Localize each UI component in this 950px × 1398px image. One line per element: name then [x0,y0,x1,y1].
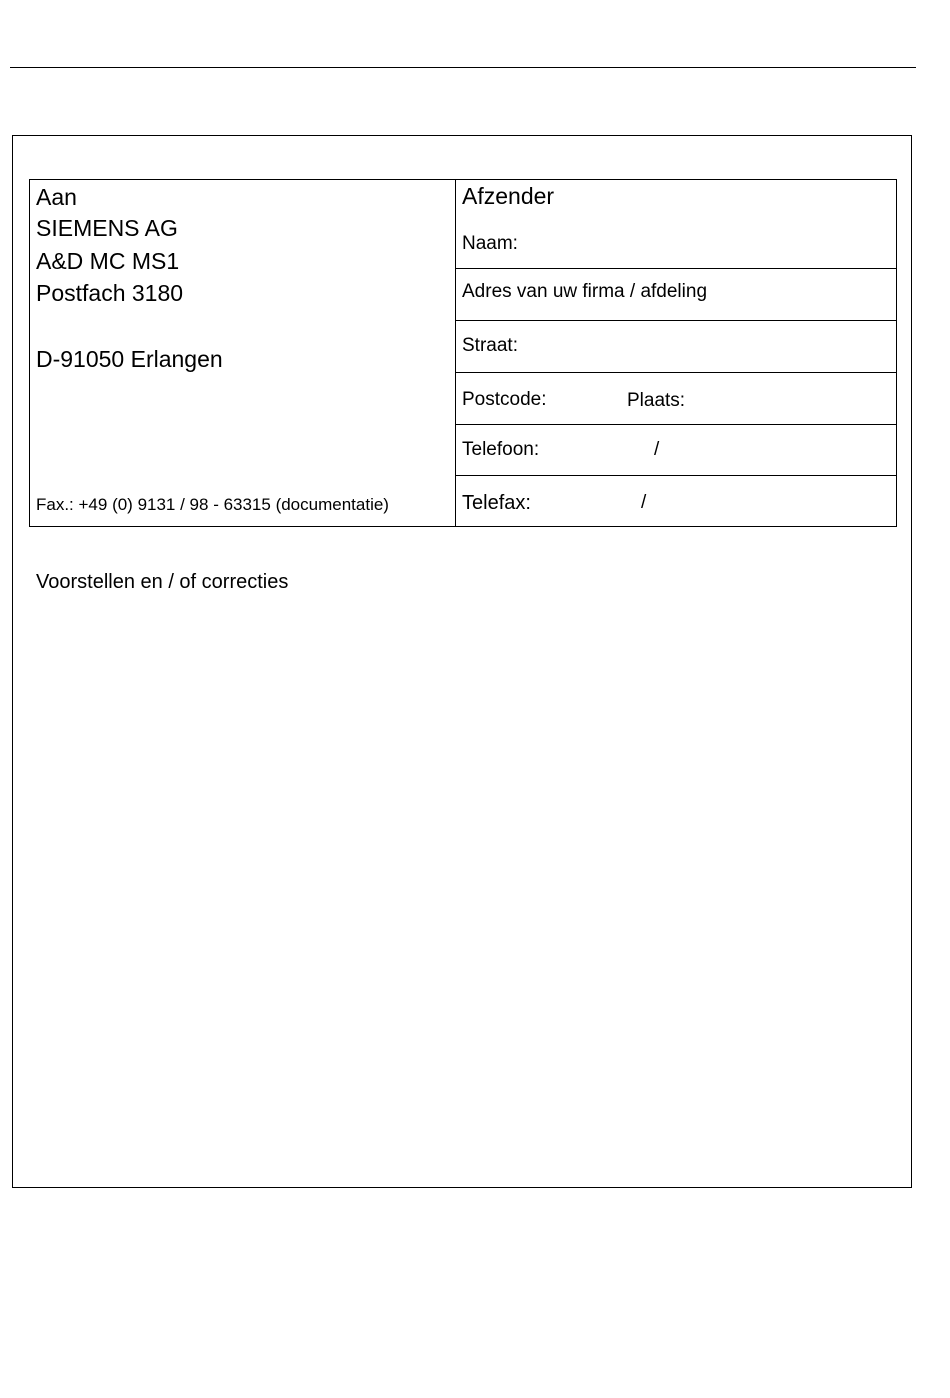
sender-heading: Afzender [462,183,555,209]
sender-fax-separator: / [641,492,647,513]
recipient-department: A&D MC MS1 [36,248,180,274]
recipient-company: SIEMENS AG [36,215,178,241]
recipient-fax: Fax.: +49 (0) 9131 / 98 - 63315 (documentatie) [36,495,389,514]
sender-address-cell[interactable] [455,269,897,321]
sender-fax-cell[interactable] [455,476,897,527]
recipient-city: D-91050 Erlangen [36,346,223,372]
sender-phone-label: Telefoon: [462,439,540,460]
sender-name-cell[interactable] [455,180,897,269]
top-rule [10,67,916,68]
sender-name-label: Naam: [462,233,518,254]
recipient-postbox: Postfach 3180 [36,280,184,306]
sender-street-cell[interactable] [455,321,897,373]
sender-block [455,180,897,526]
sender-phone-separator: / [654,439,660,460]
sender-phone-cell[interactable] [455,425,897,476]
suggestions-heading: Voorstellen en / of correcties [36,571,289,593]
sender-address-label: Adres van uw firma / afdeling [462,281,708,302]
sender-postcode-cell[interactable] [455,373,897,425]
recipient-to-label: Aan [36,184,77,210]
address-table [29,179,897,527]
sender-city-label: Plaats: [627,390,686,411]
sender-street-label: Straat: [462,335,518,356]
sender-fax-label: Telefax: [462,492,531,514]
sender-postcode-label: Postcode: [462,389,547,410]
